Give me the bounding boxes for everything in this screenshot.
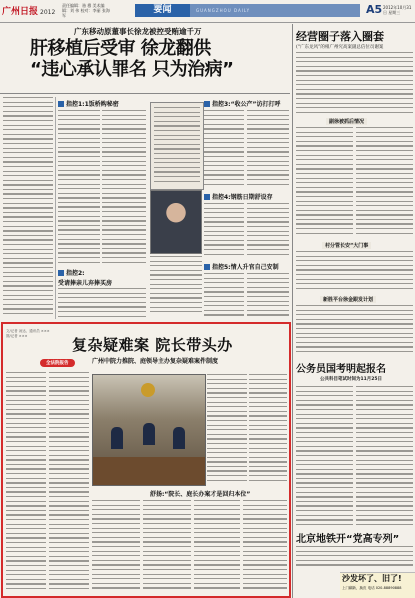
feature-col-5-text <box>92 500 140 594</box>
section-tag: 要闻 <box>135 4 190 17</box>
lead-headline <box>30 38 233 80</box>
left-column-text <box>3 97 53 319</box>
lead-col-6-text <box>247 203 289 259</box>
feature-col-3-text <box>207 374 247 484</box>
masthead <box>0 0 415 23</box>
column-rule <box>55 97 56 319</box>
lead-kicker: 广东移动原董事长徐龙被控受贿逾千万 <box>74 27 202 36</box>
lead-col-4-text <box>247 110 289 190</box>
right-story-1-col-c <box>296 251 413 291</box>
right-subhead-2: 公共科目笔试时间为11月25日 <box>320 377 383 382</box>
right-box-label-1: 副徐被抓后情况 <box>326 118 367 125</box>
ad-phone: 上门翻新，换皮 电话 020-88890888 <box>342 586 402 590</box>
feature-col-2-text <box>49 372 89 594</box>
feature-col-6-text <box>143 500 191 594</box>
right-headline-3: 北京地铁开“党高专列” <box>296 534 400 545</box>
quote-box <box>150 102 204 190</box>
lead-col-3-text <box>204 110 244 190</box>
right-headline-1: 经营圈子落入圈套 <box>296 30 384 43</box>
quote-text <box>154 107 200 185</box>
ad-title: 沙发坏了、旧了! <box>342 574 402 583</box>
lead-headline-line1: 肝移植后受审 徐龙翻供 <box>30 38 211 59</box>
center-column-1-text <box>58 110 100 265</box>
subtitle-1: 指控1:1饭桥购秘密 <box>58 99 119 108</box>
editor-credits: 责任编辑：骆 穆 美术编辑：刘 伟 校对：李丽 张海军 <box>62 3 110 18</box>
right-story-1-text <box>296 52 413 114</box>
right-headline-2: 公务员国考明起报名 <box>296 364 386 375</box>
page-number: A5 <box>366 3 383 16</box>
feature-subhead: 广州中院力推院、庭领导主办复杂疑难案件制度 <box>92 358 219 365</box>
right-story-1-col-a <box>296 127 353 237</box>
lead-headline-line2: “违心承认罪名 只为治病” <box>30 59 234 80</box>
right-column-rule <box>292 24 293 598</box>
right-story-1-col-b <box>356 127 413 237</box>
issue-date: 2012年10月31日 星期三 <box>383 5 412 15</box>
subtitle-2b: 受请捧亲儿弃捧买房 <box>58 280 113 287</box>
subtitle-4: 指控4:钢筋日期舒设存 <box>204 192 273 201</box>
newspaper-logo: 广州日报 2012 <box>2 7 56 17</box>
right-story-2-col-a <box>296 386 353 526</box>
headline-divider <box>0 93 290 94</box>
right-box-label-3: 新胜平台徐金跟发计划 <box>320 296 376 303</box>
feature-col-1-text <box>6 372 46 594</box>
right-story-1-col-d <box>296 305 413 355</box>
lead-col-7-text <box>204 273 244 318</box>
feature-col-4-text <box>249 374 287 484</box>
feature-byline: 文/记者 汤达、通讯员 ××× 图/记者 ××× <box>6 329 50 338</box>
feature-headline: 复杂疑难案 院长带头办 <box>72 336 233 354</box>
feature-col-8-text <box>243 500 287 594</box>
courtroom-photo <box>92 374 206 486</box>
right-subhead-1: (“广东龙风”的相广州究高案副总信位员谢案 <box>296 45 384 50</box>
subtitle-2: 指控2: <box>58 268 85 277</box>
center-column-2-text <box>102 110 146 265</box>
photo-caption-text <box>150 256 202 318</box>
section-bar: GUANGZHOU DAILY <box>190 4 360 17</box>
feature-badge: 全法院报告 <box>40 359 75 367</box>
subtitle-5: 指控5:情人升官自己安制 <box>204 262 279 271</box>
defendant-photo <box>150 190 202 254</box>
lead-col-8-text <box>247 273 289 318</box>
lead-col-5-text <box>204 203 244 259</box>
feature-col-7-text <box>194 500 240 594</box>
center-column-bottom-text <box>58 288 146 318</box>
right-box-label-2: 村分管长安“大门事 <box>322 242 371 249</box>
feature-inner-headline: 舒扬:“院长、庭长办案才是回归本位” <box>150 491 251 498</box>
subtitle-3: 指控3:“收公产”访打打呼 <box>204 99 280 108</box>
right-story-3-text <box>296 546 413 570</box>
right-story-2-col-b <box>356 386 413 526</box>
